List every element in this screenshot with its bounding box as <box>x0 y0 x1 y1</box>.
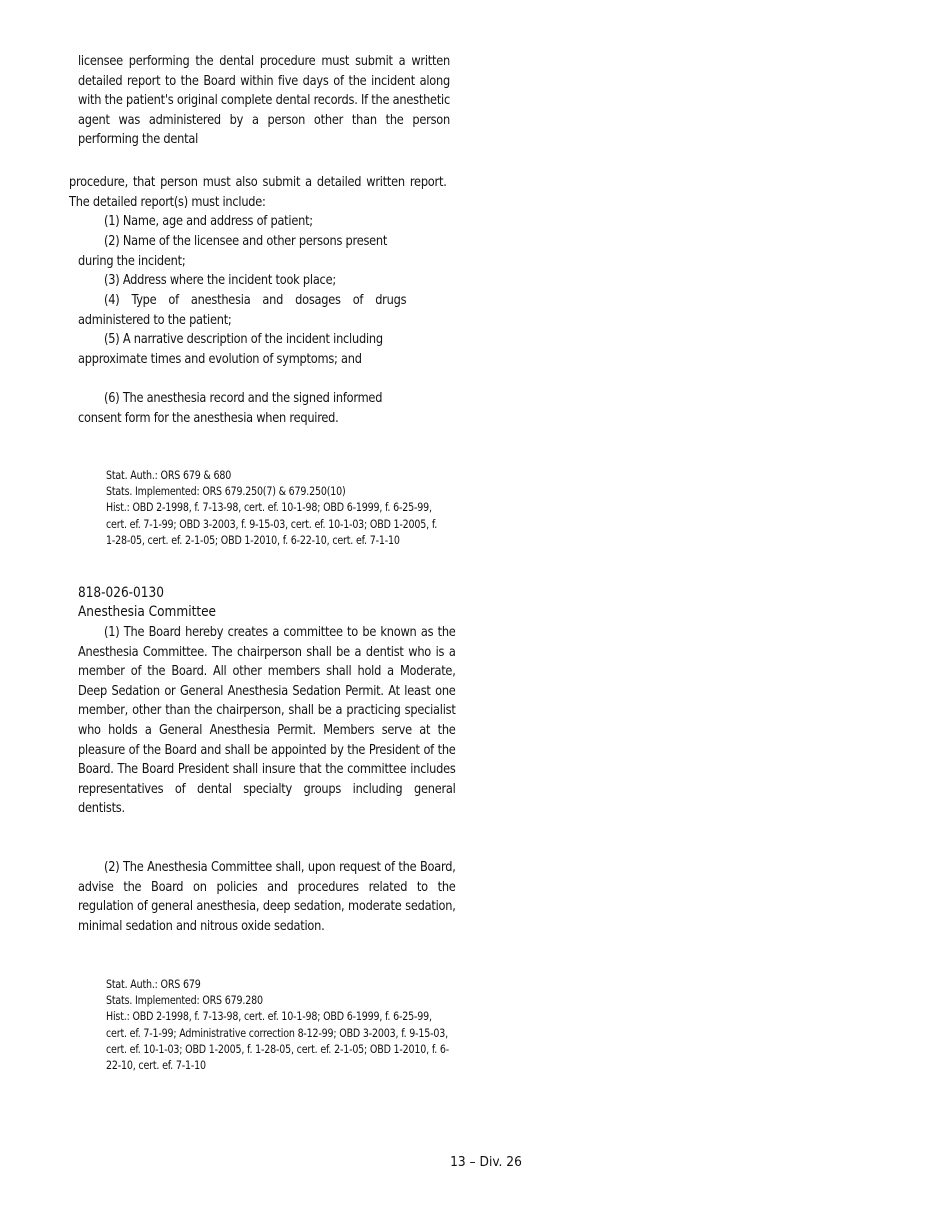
history: Hist.: OBD 2-1998, f. 7-13-98, cert. ef. 10-1-98; OBD 6-1999, f. 6-25-99, cert. ef. 7-1-99; Administrative correction 8-12-99; OBD 3-2003, f. 9-15-03, cert. ef. 10-1-03; OBD 1-2005, f. 1-28-05, cert. ef. 2-1-05; OBD 1-2010, f. 6-22-10, cert. ef. 7-1-10 <box>106 1009 450 1073</box>
rule-title: Anesthesia Committee <box>78 604 217 620</box>
rule-paragraph-1: (1) The Board hereby creates a committee to be known as the Anesthesia Committee. The chairperson shall be a dentist who is a member of the Board. All other members shall hold a Moderate, Deep Sedation or General Anesthesia Sedation Permit. At least one member, other than the chairperson, shall be a practicing specialist who holds a General Anesthesia Permit. Members serve at the pleasure of the Board and shall be appointed by the President of the Board. The Board President shall insure that the committee includes representatives of dental specialty groups including general dentists. <box>78 624 456 817</box>
history: Hist.: OBD 2-1998, f. 7-13-98, cert. ef. 10-1-98; OBD 6-1999, f. 6-25-99, cert. ef. 7-1-99; OBD 3-2003, f. 9-15-03, cert. ef. 10-1-03; OBD 1-2005, f. 1-28-05, cert. ef. 2-1-05; OBD 1-2010, f. 6-22-10, cert. ef. 7-1-10 <box>106 500 438 547</box>
citation-block-1 <box>106 467 446 548</box>
rule-paragraph-2: (2) The Anesthesia Committee shall, upon request of the Board, advise the Board on policies and procedures related to the regulation of general anesthesia, deep sedation, moderate sedation, minimal sedation and nitrous oxide sedation. <box>78 859 456 934</box>
stat-auth: Stat. Auth.: ORS 679 & 680 <box>106 468 232 482</box>
list-item-3: (3) Address where the incident took place; <box>104 272 336 288</box>
paragraph-detailed-report: procedure, that person must also submit a detailed written report. The detailed report(s) must include: <box>69 174 447 210</box>
stats-implemented: Stats. Implemented: ORS 679.250(7) & 679.250(10) <box>106 484 346 499</box>
rule-number: 818-026-0130 <box>78 585 164 601</box>
citation-block-2 <box>106 976 450 1073</box>
stat-auth: Stat. Auth.: ORS 679 <box>106 977 201 991</box>
paragraph-report-requirement: licensee performing the dental procedure must submit a written detailed report to the Board within five days of the incident along with the patient's original complete dental records. If the anesthetic agent was administered by a person other than the person performing the dental <box>78 53 450 148</box>
page-footer: 13 – Div. 26 <box>450 1154 522 1170</box>
list-item-2: (2) Name of the licensee and other persons present during the incident; <box>78 233 388 269</box>
list-item-5: (5) A narrative description of the incident including approximate times and evolution of symptoms; and <box>78 331 383 367</box>
list-item-4: (4) Type of anesthesia and dosages of drugs administered to the patient; <box>78 292 407 328</box>
list-item-1: (1) Name, age and address of patient; <box>104 213 313 229</box>
list-item-6: (6) The anesthesia record and the signed informed consent form for the anesthesia when required. <box>78 390 383 426</box>
stats-implemented: Stats. Implemented: ORS 679.280 <box>106 993 263 1008</box>
